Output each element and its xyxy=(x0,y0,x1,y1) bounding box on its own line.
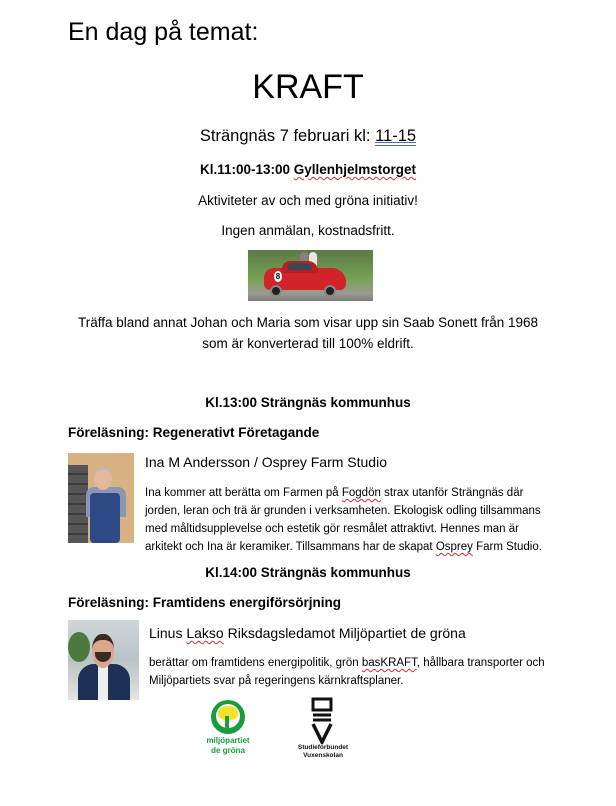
car-window xyxy=(288,263,312,270)
overalls xyxy=(90,493,120,543)
head xyxy=(92,634,114,668)
car-number: 8 xyxy=(275,272,281,281)
session3-heading: Kl.14:00 Strängnäs kommunhus xyxy=(205,565,411,580)
session3-lecture: Föreläsning: Framtidens energiförsörjning xyxy=(68,595,342,610)
car-wheel xyxy=(270,285,282,297)
sv-logo-text: Studieförbundet Vuxenskolan xyxy=(297,744,349,759)
session1-heading xyxy=(0,162,616,177)
bio-line: Ina kommer att berätta om Farmen på Fogdön strax utanför Strängnäs där xyxy=(145,487,524,499)
session3-speaker: Linus Lakso Riksdagsledamot Miljöpartiet de gröna xyxy=(149,625,466,641)
date-time: 11-15 xyxy=(375,127,417,145)
session2-lecture: Föreläsning: Regenerativt Företagande xyxy=(68,425,320,440)
speaker-photo-linus xyxy=(68,620,139,700)
intro-text: En dag på temat: xyxy=(68,18,259,46)
bio-line: Miljöpartiets svar på regeringens kärnkraftsplaner. xyxy=(149,675,404,687)
car-photo xyxy=(248,250,373,301)
sv-mark-icon xyxy=(310,696,334,744)
bio-line: berättar om framtidens energipolitik, grön basKRAFT, hållbara transporter och xyxy=(149,657,545,669)
session1-desc-line2: som är konverterad till 100% eldrift. xyxy=(202,336,414,351)
shirt xyxy=(98,664,108,700)
session1-place: Gyllenhjelmstorget xyxy=(293,162,417,177)
head xyxy=(94,467,112,490)
speaker-photo-ina xyxy=(68,453,134,543)
session2-heading: Kl.13:00 Strängnäs kommunhus xyxy=(205,395,411,410)
session1-line2: Ingen anmälan, kostnadsfritt. xyxy=(221,223,395,238)
page-title: KRAFT xyxy=(252,68,364,106)
session1-time: Kl.11:00-13:00 xyxy=(199,162,294,177)
session3-bio xyxy=(149,654,589,690)
stairs xyxy=(68,465,88,543)
miljopartiet-logo xyxy=(200,698,256,760)
bio-line: jorden, leran och trä är grunden i verksamheten. Ekologisk odling tillsammans xyxy=(145,505,541,517)
car-wheel xyxy=(324,285,336,297)
event-date xyxy=(0,127,616,146)
session2-speaker: Ina M Andersson / Osprey Farm Studio xyxy=(145,454,387,470)
studieforbundet-vuxenskolan-logo xyxy=(288,696,358,760)
session1-desc-line1: Träffa bland annat Johan och Maria som visar upp sin Saab Sonett från 1968 xyxy=(77,315,539,330)
date-prefix: Strängnäs 7 februari kl: xyxy=(199,127,376,145)
bio-line: arkitekt och Ina är keramiker. Tillsammans har de skapat Osprey Farm Studio. xyxy=(145,541,542,553)
session2-bio xyxy=(145,484,585,556)
plant xyxy=(68,632,90,662)
dandelion-icon xyxy=(211,700,245,734)
session1-line1: Aktiviteter av och med gröna initiativ! xyxy=(198,193,418,208)
bio-line: med måltidsupplevelse och estetik gör resmålet attraktivt. Hennes man är xyxy=(145,523,519,535)
miljopartiet-logo-text: miljöpartiet de gröna xyxy=(206,736,250,755)
